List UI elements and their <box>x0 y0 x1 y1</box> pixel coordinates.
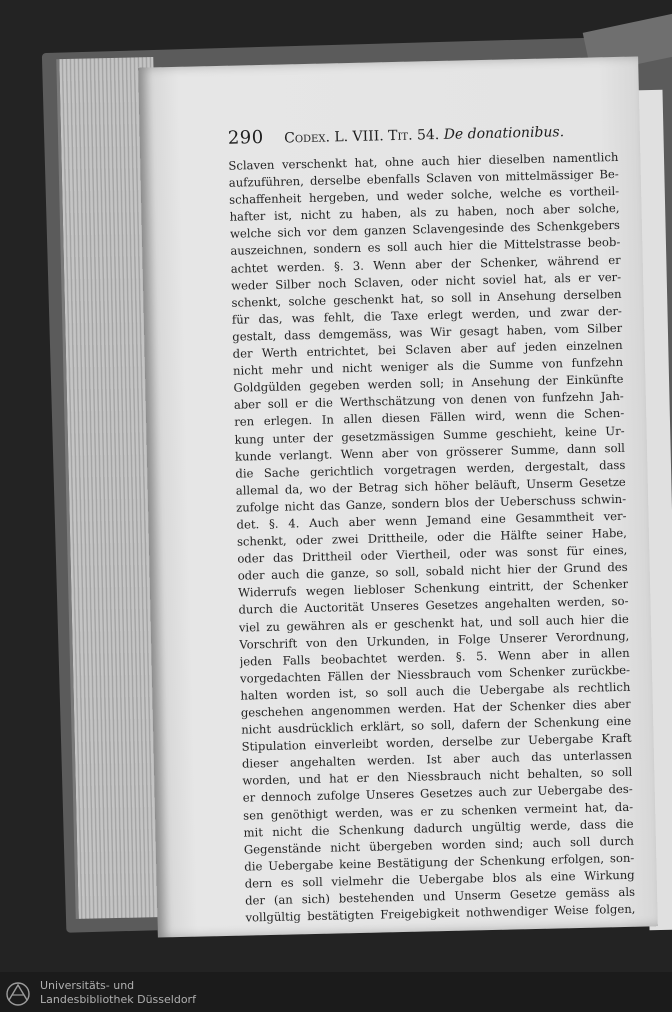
text-line: auszeichnen, sondern es soll auch hier die Mittelstrasse beob- <box>230 235 621 259</box>
text-line: weder Silber noch Sclaven, oder nicht soviel hat, als er ver- <box>230 269 622 293</box>
text-line: achtet werden. §. 3. Wenn aber der Schenker, während er <box>230 252 621 276</box>
text-line: er dennoch zufolge Unseres Gesetzes auch zur Uebergabe des- <box>242 782 633 806</box>
text-line: mit nicht die Schenkung dadurch ungültig werde, dass die <box>243 816 634 840</box>
text-line: det. §. 4. Auch aber wenn Jemand eine Gesammtheit ver- <box>236 508 627 532</box>
text-line: dern es soll vielmehr die Uebergabe blos als eine Wirkung <box>244 867 635 891</box>
text-line: zufolge nicht das Ganze, sondern blos der Ueberschuss schwin- <box>236 491 627 515</box>
text-line: vorgedachten Fällen der Niessbrauch vom Schenker zurückbe- <box>239 662 631 686</box>
text-line: halten worden ist, so soll auch die Uebergabe als rechtlich <box>240 679 631 703</box>
book-page <box>138 56 658 937</box>
text-line: die Sache gerichtlich vorgetragen werden, dergestalt, dass <box>235 457 626 481</box>
text-line: sen genöthigt werden, was er zu schenken vermeint hat, da- <box>243 799 634 823</box>
text-line: Vorschrift von den Urkunden, in Folge Unserer Verordnung, <box>239 628 630 652</box>
text-line: hafter ist, nicht zu haben, als zu haben, noch aber solche, <box>229 201 620 225</box>
library-logo-icon <box>4 981 32 1007</box>
text-line: Goldgülden gegeben werden soll; in Ansehung der Einkünfte <box>233 372 624 395</box>
text-line: aufzuführen, derselbe ebenfalls Sclaven von mittelmässiger Be- <box>228 167 619 190</box>
text-line: vollgültig bestätigten Freigebigkeit nothwendiger Weise folgen, <box>245 901 636 925</box>
text-line: worden, und hat er den Niessbrauch nicht behalten, so soll <box>242 765 633 788</box>
library-footer <box>0 972 672 1012</box>
text-line: schenkt, oder zwei Drittheile, oder die Hälfte seiner Habe, <box>236 525 628 549</box>
text-line: jeden Falls beobachtet werden. §. 5. Wenn aber in allen <box>239 645 630 669</box>
text-line: schenkt, solche geschenkt hat, so soll in Ansehung derselben <box>231 286 622 310</box>
text-line: Widerrufs wegen liebloser Schenkung eintritt, der Schenker <box>237 577 629 600</box>
text-line: durch die Auctorität Unseres Gesetzes angehalten werden, so- <box>238 594 629 618</box>
text-line: kung unter der gesetzmässigen Summe geschieht, keine Ur- <box>234 423 625 447</box>
text-line: oder auch die ganze, so soll, sobald nicht hier der Grund des <box>237 560 628 583</box>
text-line: allemal da, wo der Betrag sich höher beläuft, Unserm Gesetze <box>235 474 626 498</box>
text-line: die Uebergabe keine Bestätigung der Schenkung erfolgen, son- <box>244 850 635 874</box>
text-line: für das, was fehlt, die Taxe erlegt werden, und zwar der- <box>231 303 622 327</box>
text-line: aber soll er die Werthschätzung von denen von funfzehn Jah- <box>233 389 624 413</box>
text-line: viel zu gewähren als er geschenkt hat, und soll auch hier die <box>238 611 629 635</box>
text-line: welche sich vor dem ganzen Sclavengesinde des Schenkgebers <box>229 218 621 242</box>
page-header <box>228 119 628 152</box>
text-line: geschehen angenommen werden. Hat der Schenker dies aber <box>240 696 631 720</box>
text-line: oder das Drittheil oder Viertheil, oder was sonst für eines, <box>237 542 628 566</box>
text-line: Gegenstände nicht übergeben worden sind; auch soll durch <box>243 833 635 857</box>
text-line: schaffenheit hergeben, und weder solche, welche es vortheil- <box>229 184 620 207</box>
text-line: nicht mehr und nicht weniger als die Summe von funfzehn <box>232 354 624 378</box>
library-name-line2: Landesbibliothek Düsseldorf <box>40 993 196 1006</box>
running-title: Codex. L. VIII. Tit. 54. <box>283 126 440 147</box>
text-line: ren erlegen. In allen diesen Fällen wird, wenn die Schen- <box>234 406 625 430</box>
text-line: dieser angehalten werden. Ist aber auch das unterlassen <box>241 748 633 771</box>
text-line: der (an sich) bestehenden und Unserm Gesetze gemäss als <box>244 884 636 908</box>
library-name <box>40 979 196 1007</box>
text-line: der Werth entrichtet, bei Sclaven aber auf jeden einzelnen <box>232 337 623 361</box>
page-number: 290 <box>227 126 264 149</box>
running-title-italic: De donationibus. <box>443 124 565 143</box>
text-line: kunde verlangt. Wenn aber von grösserer Summe, dann soll <box>234 440 626 464</box>
text-line: gestalt, dass demgemäss, was Wir gesagt haben, vom Silber <box>232 320 623 344</box>
page-body <box>228 149 635 927</box>
library-name-line1: Universitäts- und <box>40 979 135 992</box>
text-line: Sclaven verschenkt hat, ohne auch hier dieselben namentlich <box>228 149 619 173</box>
text-line: Stipulation einverleibt worden, derselbe zur Uebergabe Kraft <box>241 730 632 754</box>
text-line: nicht ausdrücklich erklärt, so soll, dafern der Schenkung eine <box>241 713 632 737</box>
